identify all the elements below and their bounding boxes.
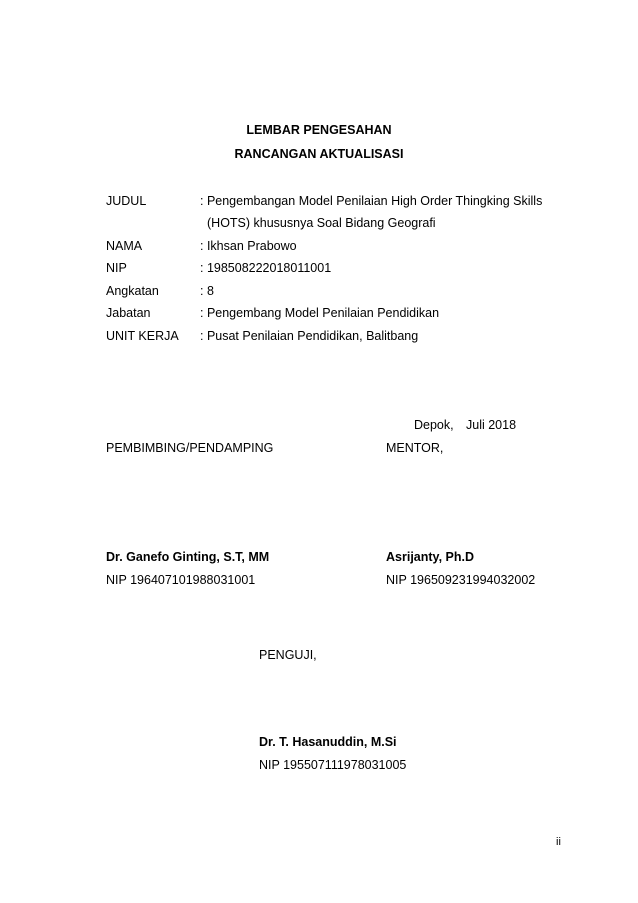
field-label-nama: NAMA: [106, 239, 143, 253]
field-value-judul-continued: (HOTS) khususnya Soal Bidang Geografi: [207, 216, 436, 230]
document-subtitle: RANCANGAN AKTUALISASI: [234, 147, 404, 161]
field-label-angkatan: Angkatan: [106, 284, 159, 298]
place-date: Juli 2018: [466, 418, 517, 432]
document-title: LEMBAR PENGESAHAN: [246, 123, 392, 137]
page-number: ii: [556, 836, 561, 848]
role-pembimbing: PEMBIMBING/PENDAMPING: [106, 441, 274, 455]
field-value-nip: : 198508222018011001: [200, 261, 332, 275]
field-label-judul: JUDUL: [106, 194, 147, 208]
field-value-jabatan: : Pengembang Model Penilaian Pendidikan: [200, 306, 440, 320]
field-value-judul: : Pengembangan Model Penilaian High Order Thingking Skills: [200, 194, 543, 208]
role-mentor: MENTOR,: [386, 441, 444, 455]
name-mentor: Asrijanty, Ph.D: [386, 550, 474, 564]
field-value-nama: : Ikhsan Prabowo: [200, 239, 297, 253]
name-pembimbing: Dr. Ganefo Ginting, S.T, MM: [106, 550, 270, 564]
field-value-unit-kerja: : Pusat Penilaian Pendidikan, Balitbang: [200, 329, 419, 343]
place-city: Depok,: [414, 418, 454, 432]
nip-mentor: NIP 196509231994032002: [386, 573, 536, 587]
nip-pembimbing: NIP 196407101988031001: [106, 573, 256, 587]
field-value-angkatan: : 8: [200, 284, 214, 298]
name-penguji: Dr. T. Hasanuddin, M.Si: [259, 735, 397, 749]
role-penguji: PENGUJI,: [259, 648, 317, 662]
nip-penguji: NIP 195507111978031005: [259, 758, 407, 772]
field-label-jabatan: Jabatan: [106, 306, 151, 320]
field-label-nip: NIP: [106, 261, 127, 275]
field-label-unit-kerja: UNIT KERJA: [106, 329, 179, 343]
